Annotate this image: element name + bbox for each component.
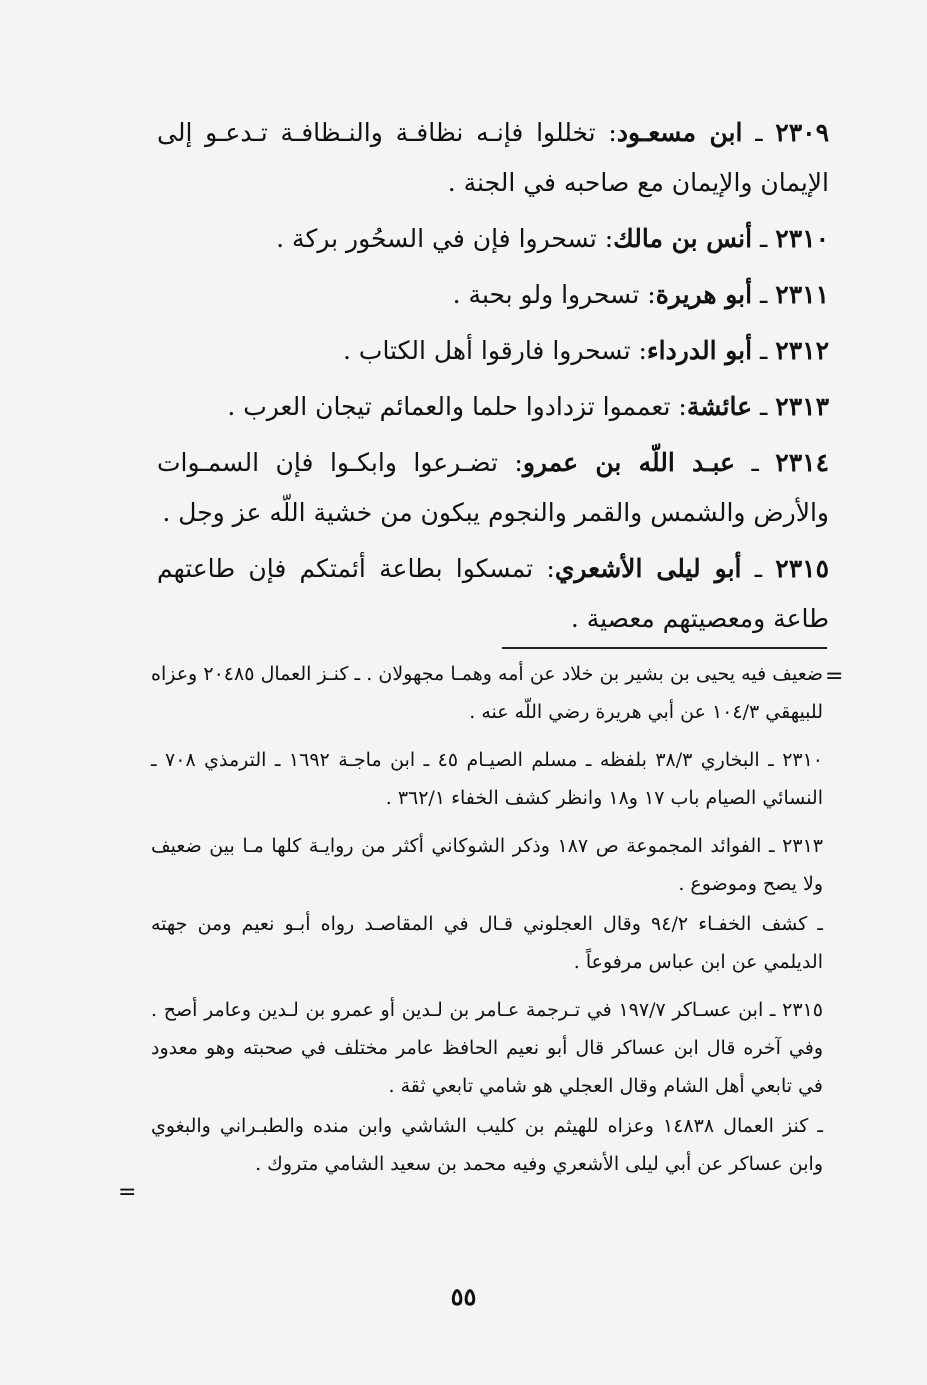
hadith-entry: ٢٣١٥ ـ أبو ليلى الأشعري: تمسكوا بطاعة أئمتكم فإن طاعتهم طاعة ومعصيتهم معصية . [157,554,829,633]
narrator-name: ابن مسعـود [616,118,743,147]
footnote: ٢٣١٥ ـ ابن عسـاكر ١٩٧/٧ في تـرجمة عـامر بن لـدين أو عمرو بن لـدين وعامر أصح . وفي آخره قال ابن عساكر قال أبو نعيم الحافظ عامر مختلف في صحبته وهو معدود في تابعي أهل الشام وقال العجلي هو شامي تابعي ثقة . [151,999,823,1097]
footnote: ضعيف فيه يحيى بن بشير بن خلاد عن أمه وهمـا مجهولان . ـ كنـز العمال ٢٠٤٨٥ وعزاه للبيهقي ١٠٤/٣ عن أبي هريرة رضي اللّه عنه . [151,663,823,723]
hadith-text: تسحروا فارقوا أهل الكتاب . [343,336,631,365]
footnote: ٢٣١٠ ـ البخاري ٣٨/٣ بلفظه ـ مسلم الصيـام ٤٥ ـ ابن ماجـة ١٦٩٢ ـ الترمذي ٧٠٨ ـ النسائي الصيام باب ١٧ و١٨ وانظر كشف الخفاء ٣٦٢/١ . [151,749,824,809]
narrator-name: أبو هريرة [655,280,753,309]
hadith-text: تعمموا تزدادوا حلما والعمائم تيجان العرب . [227,392,671,421]
footnote: ٢٣١٣ ـ الفوائد المجموعة ص ١٨٧ وذكر الشوكاني أكثر من روايـة كلها مـا بين ضعيف ولا يصح وموضوع . [151,835,823,895]
hadith-entry: ٢٣١٣ ـ عائشة: تعمموا تزدادوا حلما والعمائم تيجان العرب . [227,392,829,421]
hadith-text: تخللوا فإنـه نظافـة والنـظافـة تـدعـو إلى الإيمان والإيمان مع صاحبه في الجنة . [157,118,829,197]
footnote: ـ كشف الخفـاء ٩٤/٢ وقال العجلوني قـال في المقاصـد رواه أبـو نعيم ومن جهته الديلمي عن ابن عباس مرفوعاً . [151,913,823,973]
hadith-text: تمسكوا بطاعة أئمتكم فإن طاعتهم طاعة ومعصيتهم معصية . [157,554,829,633]
hadith-number: ٢٣١٥ [775,554,829,583]
hadith-number: ٢٣١١ [775,280,829,309]
hadith-number: ٢٣٠٩ [775,118,830,147]
page-number: ٥٥ [450,1282,477,1311]
narrator-name: أبو ليلى الأشعري [554,554,742,583]
hadith-number: ٢٣١٢ [775,336,829,365]
hadith-entry: ٢٣١٠ ـ أنس بن مالك: تسحروا فإن في السحُور بركة . [276,224,829,253]
narrator-name: أنس بن مالك [613,224,753,253]
hadith-text: تسحروا ولو بحبة . [452,280,640,309]
narrator-name: عائشة [686,392,753,421]
footnote-separator [502,647,827,649]
hadith-number: ٢٣١٤ [775,448,829,477]
continuation-mark-top: = [825,664,844,689]
hadith-text: تضـرعوا وابكـوا فإن السمـوات والأرض والشمس والقمر والنجوم يبكون من خشية اللّه عز وجل . [157,448,829,527]
footnotes [151,655,823,1193]
hadith-number: ٢٣١٠ [775,224,829,253]
narrator-name: أبو الدرداء [646,336,753,365]
footnote: ـ كنز العمال ١٤٨٣٨ وعزاه للهيثم بن كليب الشاشي وابن منده والطبـراني والبغوي وابن عساكر عن أبي ليلى الأشعري وفيه محمد بن سعيد الشامي متروك . [151,1115,823,1175]
hadith-entry: ٢٣١٤ ـ عبـد اللّه بن عمرو: تضـرعوا وابكـوا فإن السمـوات والأرض والشمس والقمر والنجوم يبكون من خشية اللّه عز وجل . [157,448,829,527]
hadith-list [157,108,829,650]
hadith-number: ٢٣١٣ [775,392,829,421]
hadith-entry: ٢٣١١ ـ أبو هريرة: تسحروا ولو بحبة . [452,280,829,309]
hadith-entry: ٢٣١٢ ـ أبو الدرداء: تسحروا فارقوا أهل الكتاب . [343,336,829,365]
hadith-text: تسحروا فإن في السحُور بركة . [276,224,597,253]
hadith-entry: ٢٣٠٩ ـ ابن مسعـود: تخللوا فإنـه نظافـة والنـظافـة تـدعـو إلى الإيمان والإيمان مع صاحبه في الجنة . [157,118,830,197]
continuation-mark-bottom: = [118,1180,137,1205]
narrator-name: عبـد اللّه بن عمرو [522,448,735,477]
